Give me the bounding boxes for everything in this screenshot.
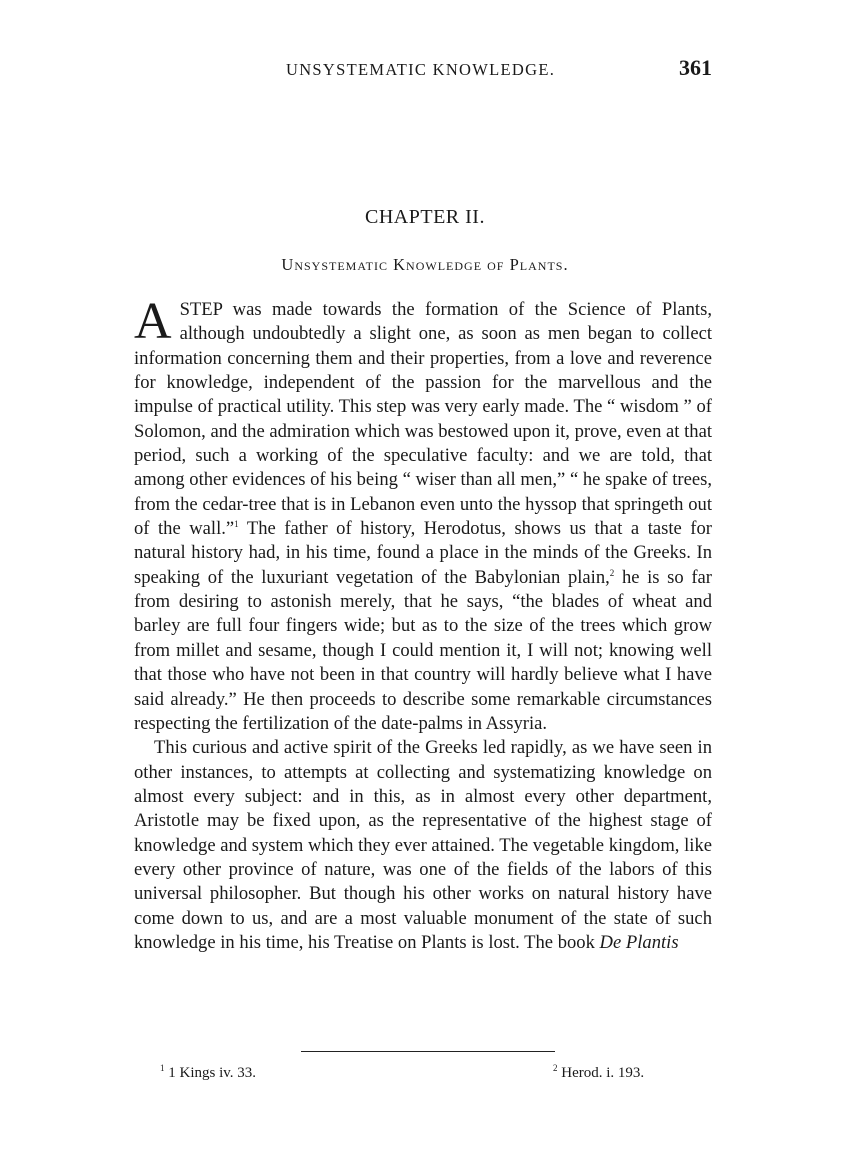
paragraph-1-text-c: he is so far from desiring to astonish merely, that he says, “the blades of wheat and barley are full four fingers wide; but as to the size of the trees which grow from millet and sesame, though I could mention it, I will not; knowing well that those who have not been in that country will hardly believe what I have said already.” He then proceeds to describe some remarkable circumstances respecting the fertilization of the date-palms in Assyria. bbox=[134, 566, 712, 734]
body-text bbox=[134, 293, 712, 955]
paragraph-1-text-a: STEP was made towards the formation of the Science of Plants, although undoubtedly a slight one, as soon as men began to collect information concerning them and their properties, from a love and reverence for knowledge, independent of the passion for the marvellous and the impulse of practical utility. This step was very early made. The “ wisdom ” of Solomon, and the admiration which was bestowed upon it, prove, even at that period, such a working of the speculative faculty: and we are told, that among other evidences of his being “ wiser than all men,” “ he spake of trees, from the cedar-tree that is in Lebanon even unto the hyssop that springeth out of the wall.” bbox=[134, 299, 712, 540]
paragraph-1 bbox=[134, 293, 712, 736]
footnote-divider bbox=[301, 1051, 555, 1052]
footnote-2 bbox=[553, 1065, 644, 1082]
footnote-1 bbox=[160, 1065, 256, 1082]
footnote-ref-1: 1 bbox=[234, 518, 239, 529]
footnote-ref-2: 2 bbox=[609, 567, 615, 578]
footnote-text-2: Herod. i. 193. bbox=[557, 1065, 645, 1081]
chapter-title: CHAPTER II. bbox=[365, 206, 485, 228]
paragraph-1-text-b: The father of history, Herodotus, shows us that a taste for natural history had, in his time, found a place in the minds of the Greeks. In speaking of the luxuriant vegetation of the Babylonian plain, bbox=[134, 518, 712, 588]
page-number: 361 bbox=[679, 55, 712, 80]
paragraph-2-text: This curious and active spirit of the Greeks led rapidly, as we have seen in other instances, to attempts at collecting and systematizing knowledge on almost every subject: and in this, as in almost every other department, Aristotle may be fixed upon, as the representative of the highest stage of knowledge and system which they ever attained. The vegetable kingdom, like every other province of nature, was one of the fields of the labors of this universal philosopher. But though his other works on natural history have come down to us, and are a most valuable monument of the state of such knowledge in his time, his Treatise on Plants is lost. The book bbox=[134, 737, 712, 953]
book-title-italic: De Plantis bbox=[599, 931, 679, 953]
chapter-subtitle: Unsystematic Knowledge of Plants. bbox=[281, 255, 569, 274]
footnote-mark-2: 2 bbox=[553, 1063, 558, 1073]
paragraph-2 bbox=[134, 736, 712, 955]
drop-cap: A bbox=[134, 293, 172, 350]
running-title: UNSYSTEMATIC KNOWLEDGE. bbox=[286, 60, 556, 79]
footnote-text-1: 1 Kings iv. 33. bbox=[164, 1065, 257, 1081]
running-head bbox=[134, 55, 712, 90]
footnote-mark-1: 1 bbox=[160, 1063, 165, 1073]
